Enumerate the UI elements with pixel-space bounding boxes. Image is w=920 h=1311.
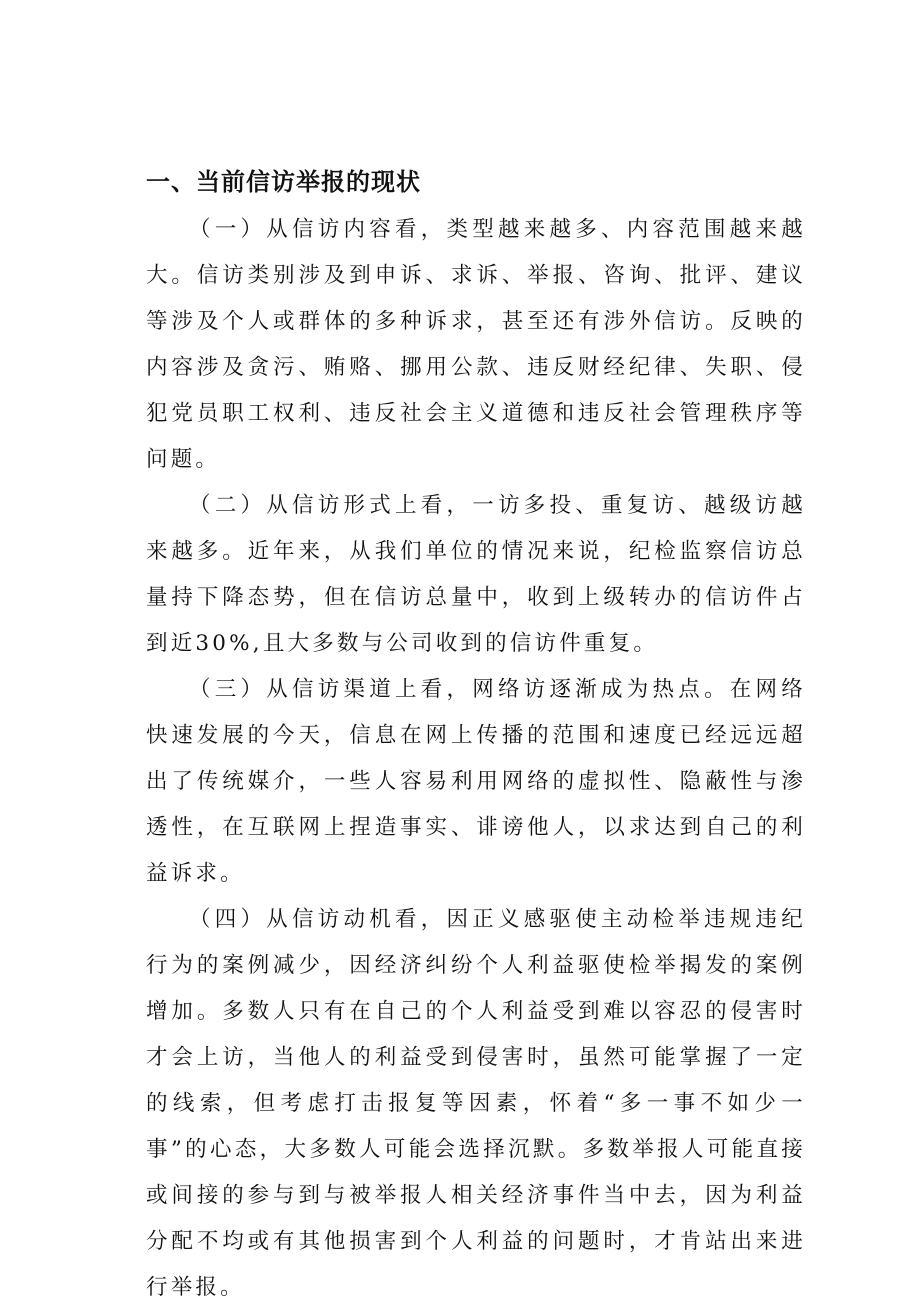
paragraph-form: （二）从信访形式上看，一访多投、重复访、越级访越来越多。近年来，从我们单位的情况来说，纪检监察信访总量持下降态势，但在信访总量中，收到上级转办的信访件占到近30%,且大多数与公司收到的信访件重复。 (146, 493, 806, 656)
document-body (146, 207, 806, 1311)
paragraph-motive: （四）从信访动机看，因正义感驱使主动检举违规违纪行为的案例减少，因经济纠纷个人利益驱使检举揭发的案例增加。多数人只有在自己的个人利益受到难以容忍的侵害时才会上访，当他人的利益受到侵害时，虽然可能掌握了一定的线索，但考虑打击报复等因素，怀着“多一事不如少一事”的心态，大多数人可能会选择沉默。多数举报人可能直接或间接的参与到与被举报人相关经济事件当中去，因为利益分配不均或有其他损害到个人利益的问题时，才肯站出来进行举报。 (146, 907, 806, 1300)
paragraph-channel: （三）从信访渠道上看，网络访逐渐成为热点。在网络快速发展的今天，信息在网上传播的范围和速度已经远远超出了传统媒介，一些人容易利用网络的虚拟性、隐蔽性与渗透性，在互联网上捏造事实、诽谤他人，以求达到自己的利益诉求。 (146, 677, 806, 886)
section-heading: 一、当前信访举报的现状 (146, 168, 421, 196)
paragraph-content: （一）从信访内容看，类型越来越多、内容范围越来越大。信访类别涉及到申诉、求诉、举报、咨询、批评、建议等涉及个人或群体的多种诉求，甚至还有涉外信访。反映的内容涉及贪污、贿赂、挪用公款、违反财经纪律、失职、侵犯党员职工权利、违反社会主义道德和违反社会管理秩序等问题。 (146, 217, 806, 472)
